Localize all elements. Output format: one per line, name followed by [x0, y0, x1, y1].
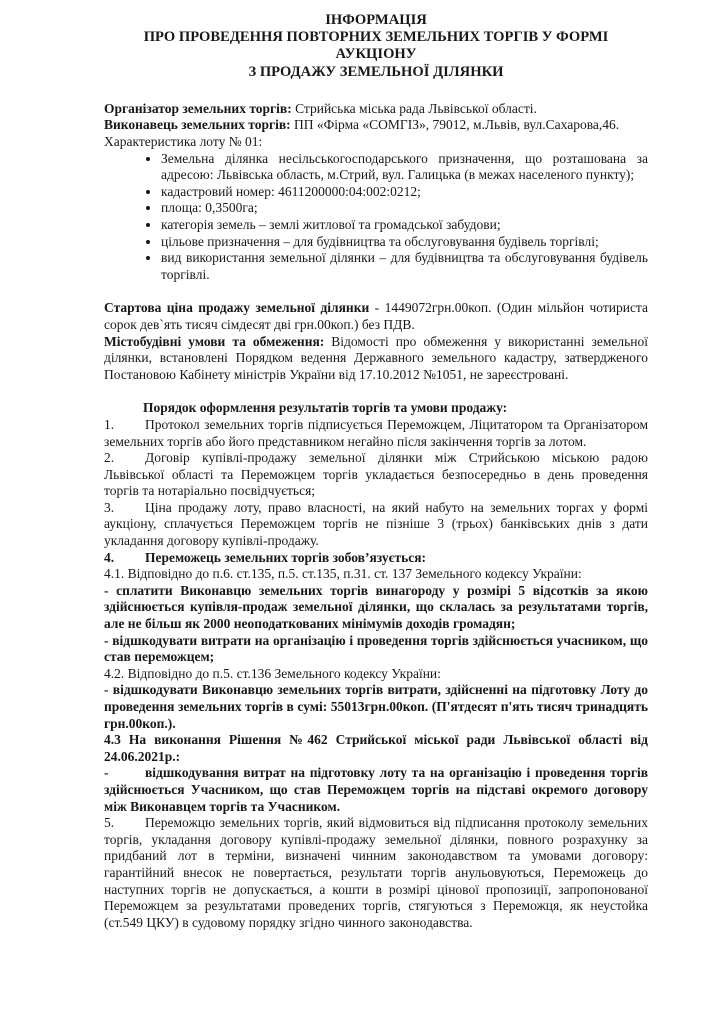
list-item: • площа: 0,3500га; [161, 200, 648, 217]
start-price-value: - 1449072грн.00коп. (Один мільйон чотириста сорок дев`ять тисяч сімдесят дві грн.00коп.) без ПДВ. [104, 300, 648, 332]
item-number: 2. [104, 450, 115, 466]
procedure-item: - сплатити Виконавцю земельних торгів винагороду у розмірі 5 відсотків за якою здійснюється купівля-продаж земельної ділянки, що склалась за результатами торгів, але не більш як 2000 неоподаткованих мінімумів доходів громадян; [104, 582, 648, 632]
list-item: • цільове призначення – для будівництва та обслуговування будівель торгівлі; [161, 234, 648, 251]
list-item: • вид використання земельної ділянки – для будівництва та обслуговування будівель торгівлі. [161, 250, 648, 283]
procedure-item [104, 815, 648, 931]
start-price-label: Стартова ціна продажу земельної ділянки [104, 300, 370, 316]
organizer-label: Організатор земельних торгів: [104, 100, 292, 116]
item-number: 3. [104, 499, 115, 515]
list-item: • Земельна ділянка несільськогосподарського призначення, що розташована за адресою: Львівська область, м.Стрий, вул. Галицька (в межах населеного пункту); [161, 151, 648, 184]
item-number: 5. [104, 815, 115, 831]
procedure-item: 4.2. Відповідно до п.5. ст.136 Земельного кодексу України: [104, 665, 441, 681]
lot-characteristics-list [104, 151, 648, 284]
lot-characteristics-heading: Характеристика лоту № 01: [104, 134, 263, 149]
item-number: 4. [104, 549, 115, 565]
procedure-item: 4.3 На виконання Рішення №462 Стрийської міської ради Львівської області від 24.06.2021р.: [104, 732, 648, 764]
item-number: - [104, 765, 109, 781]
procedure-item [104, 550, 648, 567]
procedure-item: 4.1. Відповідно до п.6. ст.135, п.5. ст.135, п.31. ст. 137 Земельного кодексу України: [104, 566, 582, 582]
planning-conditions-label: Містобудівні умови та обмеження: [104, 333, 325, 349]
document-title [104, 12, 648, 81]
paragraph-start-price [104, 300, 648, 333]
procedure-heading: Порядок оформлення результатів торгів та умови продажу: [143, 400, 508, 416]
paragraph-planning-conditions [104, 334, 648, 384]
executor-value: ПП «Фірма «СОМГІЗ», 79012, м.Львів, вул.Сахарова,46. [290, 117, 620, 133]
item-text: Переможцю земельних торгів, який відмовиться від підписання протоколу земельних торгів, укладання договору купівлі-продажу земельної ділянки, повного розрахунку за придбаний лот в терміни, визначені чинним законодавством та умовами договору: гарантійний внесок не повертається, результати торгів анульовуються, Переможець до наступних торгів не допускається, а кошти в розмірі цінової пропозиції, запропонованої Переможцем за результатами проведених торгів, стягуються з Переможця, як неустойка (ст.549 ЦКУ) в судовому порядку згідно чинного законодавства. [104, 815, 648, 930]
procedure-item [104, 765, 648, 815]
item-text: Ціна продажу лоту, право власності, на який набуто на земельних торгах у формі аукціону, сплачується Переможцем торгів не пізніше 3 (трьох) банківських днів з дати укладання договору купівлі-продажу. [104, 499, 648, 549]
executor-label: Виконавець земельних торгів: [104, 117, 291, 133]
procedure-item: - відшкодувати Виконавцю земельних торгів витрати, здійсненні на підготовку Лоту до проведення земельних торгів в сумі: 55013грн.00коп. (П'ятдесят п'ять тисяч тринадцять грн.00коп.). [104, 682, 648, 731]
paragraph-executor [104, 117, 648, 134]
item-text: Переможець земельних торгів зобов’язується: [145, 549, 427, 565]
title-line-3: З ПРОДАЖУ ЗЕМЕЛЬНОЇ ДІЛЯНКИ [248, 63, 504, 80]
procedure-item [104, 500, 648, 550]
item-text: Договір купівлі-продажу земельної ділянки між Стрийською міською радою Львівської області та Переможцем торгів укладається безпосередньо в день проведення торгів та нотаріально посвідчується; [104, 450, 648, 499]
procedure-item [104, 450, 648, 500]
procedure-item [104, 417, 648, 450]
title-line-2: ПРО ПРОВЕДЕННЯ ПОВТОРНИХ ЗЕМЕЛЬНИХ ТОРГІВ У ФОРМІ АУКЦІОНУ [143, 29, 609, 63]
item-number: 1. [104, 416, 115, 432]
organizer-value: Стрийська міська рада Львівської області. [291, 100, 537, 116]
item-text: відшкодування витрат на підготовку лоту та на організацію і проведення торгів здійснюється Учасником, що став Переможцем торгів на підставі окремого договору між Виконавцем торгів та Учасником. [104, 765, 648, 814]
list-item: • категорія земель – землі житлової та громадської забудови; [161, 217, 648, 234]
list-item: • кадастровий номер: 4611200000:04:002:0212; [161, 184, 648, 201]
procedure-item: - відшкодувати витрати на організацію і проведення торгів здійснюється учасником, що став переможцем; [104, 632, 648, 665]
paragraph-organizer [104, 101, 648, 118]
planning-conditions-value: Відомості про обмеження у використанні земельної ділянки, встановлені Порядком ведення Державного земельного кадастру, затвердженого Постановою Кабінету міністрів України від 17.10.2012 №1051, не зареєстровані. [104, 333, 649, 382]
item-text: Протокол земельних торгів підписується Переможцем, Ліцитатором та Організатором земельних торгів або його представником негайно після закінчення торгів за лотом. [104, 416, 648, 449]
title-line-1: ІНФОРМАЦІЯ [325, 12, 427, 28]
